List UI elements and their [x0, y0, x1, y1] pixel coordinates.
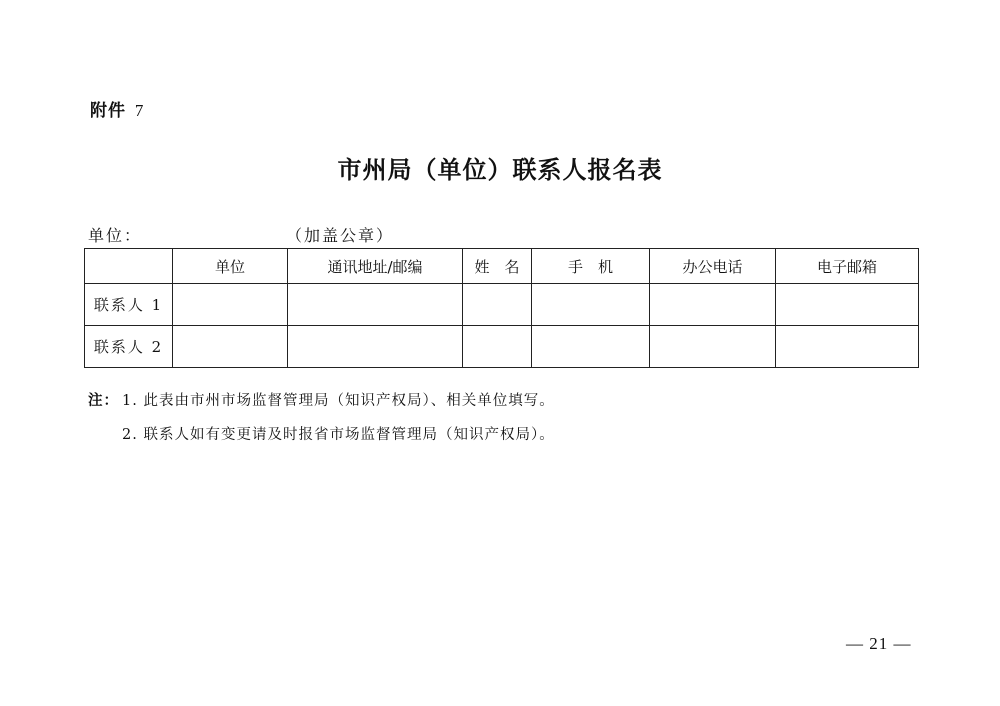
note-prefix: 注：	[88, 392, 119, 409]
header-cell-name: 姓 名	[463, 249, 532, 284]
name-cell	[463, 284, 532, 326]
table-header-row	[85, 249, 919, 284]
table-row	[85, 326, 919, 368]
header-cell-address: 通讯地址/邮编	[288, 249, 463, 284]
office-phone-cell	[650, 326, 776, 368]
unit-cell	[173, 326, 288, 368]
unit-cell	[173, 284, 288, 326]
page-title: 市州局（单位）联系人报名表	[337, 155, 663, 184]
header-cell-office-phone: 办公电话	[650, 249, 776, 284]
registration-table	[84, 248, 919, 368]
attachment-text: 附件	[90, 101, 126, 121]
email-cell	[776, 326, 919, 368]
address-cell	[288, 284, 463, 326]
row-label: 联系人 1	[85, 284, 173, 326]
name-cell	[463, 326, 532, 368]
unit-line	[88, 223, 588, 245]
header-cell-corner	[85, 249, 173, 284]
attachment-label	[90, 96, 144, 121]
office-phone-cell	[650, 284, 776, 326]
table-row	[85, 284, 919, 326]
note-text: 1. 此表由市州市场监督管理局（知识产权局）、相关单位填写。	[122, 393, 555, 409]
header-cell-mobile: 手 机	[532, 249, 650, 284]
seal-note: （加盖公章）	[286, 226, 395, 245]
note-item	[88, 418, 555, 452]
email-cell	[776, 284, 919, 326]
mobile-cell	[532, 284, 650, 326]
note-text: 2. 联系人如有变更请及时报省市场监督管理局（知识产权局）。	[122, 427, 555, 443]
notes	[88, 384, 555, 452]
address-cell	[288, 326, 463, 368]
row-label: 联系人 2	[85, 326, 173, 368]
header-cell-unit: 单位	[173, 249, 288, 284]
page-number: — 21 —	[846, 634, 912, 653]
attachment-number: 7	[134, 101, 145, 120]
header-cell-email: 电子邮箱	[776, 249, 919, 284]
note-item	[88, 384, 555, 418]
unit-label: 单位：	[88, 226, 143, 245]
mobile-cell	[532, 326, 650, 368]
